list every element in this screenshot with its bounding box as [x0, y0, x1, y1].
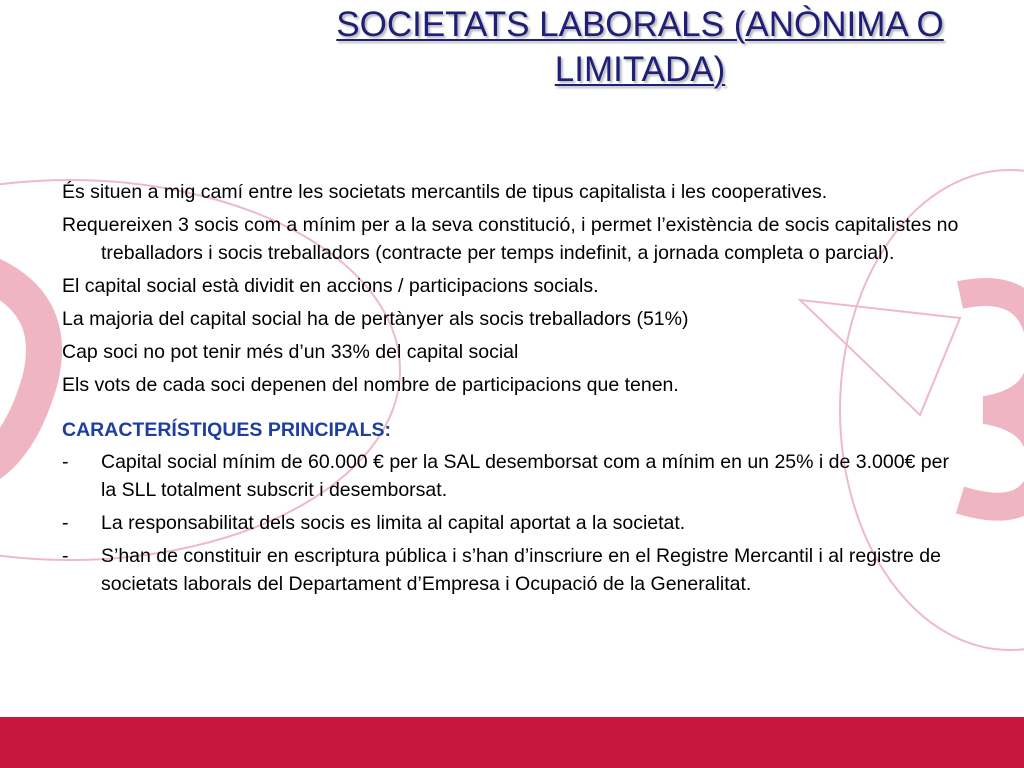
section-heading: CARACTERÍSTIQUES PRINCIPALS:	[62, 419, 391, 441]
bullet-marker: -	[62, 512, 69, 534]
list-item-text: La responsabilitat dels socis es limita al capital aportat a la societat.	[101, 512, 686, 534]
paragraph-1: És situen a mig camí entre les societats mercantils de tipus capitalista i les cooperatives.	[62, 181, 828, 203]
list-item-text: S’han de constituir en escriptura pública i s’han d’inscriure en el Registre Mercantil i al registre de societats laborals del Departament d’Empresa i Ocupació de la Generalitat.	[101, 545, 941, 595]
paragraph-2: Requereixen 3 socis com a mínim per a la seva constitució, i permet l’existència de socis capitalistes no treballadors i socis treballadors (contracte per temps indefinit, a jornada completa o parcial).	[62, 214, 959, 264]
list-item	[62, 509, 962, 537]
paragraph-3: El capital social està dividit en accions / participacions socials.	[62, 275, 599, 297]
list-item	[62, 448, 962, 504]
paragraph-6: Els vots de cada soci depenen del nombre de participacions que tenen.	[62, 374, 679, 396]
slide-content	[62, 178, 962, 603]
footer-bar	[0, 717, 1024, 768]
paragraph-4: La majoria del capital social ha de pertànyer als socis treballadors (51%)	[62, 308, 689, 330]
bullet-marker: -	[62, 545, 69, 567]
deco-swoosh-left	[0, 270, 44, 470]
list-item	[62, 542, 962, 598]
deco-swoosh-right	[960, 292, 1024, 507]
list-item-text: Capital social mínim de 60.000 € per la SAL desemborsat com a mínim en un 25% i de 3.000€ per la SLL totalment subscrit i desemborsat.	[101, 451, 949, 501]
page-title: SOCIETATS LABORALS (ANÒNIMA O LIMITADA)	[336, 5, 944, 89]
paragraph-5: Cap soci no pot tenir més d’un 33% del capital social	[62, 341, 519, 363]
bullet-marker: -	[62, 451, 69, 473]
